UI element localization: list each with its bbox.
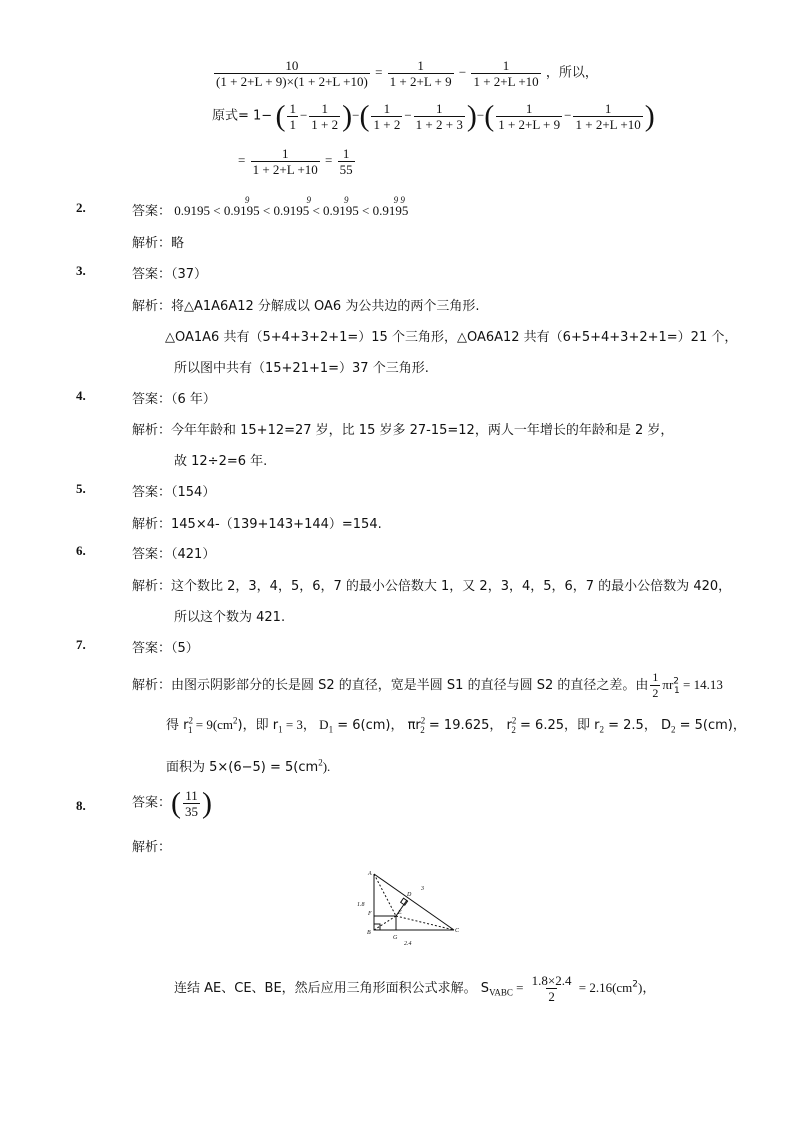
q4-analysis-1: 解析：今年年龄和 15+12=27 岁，比 15 岁多 27-15=12，两人一年增长的年龄和是 2 岁，	[132, 423, 674, 438]
q5-analysis: 解析：145×4-（139+143+144）=154.	[132, 517, 382, 532]
segment-be	[374, 916, 396, 930]
q6-analysis-2: 所以这个数为 421.	[174, 610, 286, 625]
formula-line-3: = $\frac{1}{1 + 2+L +10}$ = $\frac{1}{55}$	[238, 146, 353, 177]
q8-analysis: 解析：	[132, 840, 172, 855]
label-f: F	[368, 911, 372, 917]
q3-analysis-3: 所以图中共有（15+21+1=）37 个三角形.	[174, 361, 429, 376]
label-ed-length: 3	[421, 886, 424, 892]
q8-analysis-text: 连结 AE、CE、BE，然后应用三角形面积公式求解。 $S_{VABC}$ = $\frac{1.8\times 2.4}{2}$ = $2.16(cm^2)$，	[174, 973, 656, 1004]
q4-analysis-2: 故 12÷2=6 年.	[174, 454, 268, 469]
q8-answer: 答案：( $\frac{11}{35}$ )	[132, 786, 213, 820]
q7-answer: 答案：（5）	[132, 641, 199, 656]
label-b: B	[367, 930, 371, 936]
q6-analysis-1: 解析：这个数比 2，3，4，5，6，7 的最小公倍数大 1，又 2，3，4，5，6，7 的最小公倍数为 420，	[132, 579, 732, 594]
formula-line-1: $\frac{10}{(1 + 2+L + 9)\times(1 + 2+L +10)}$ = $\frac{1}{1 + 2+L + 9}$ − $\frac{1}{1 + 2+L +10}$ ，所以，	[216, 58, 598, 89]
q4-number: 4.	[76, 388, 86, 403]
q3-analysis-1: 解析：将△A1A6A12 分解成以 OA6 为公共边的两个三角形.	[132, 299, 480, 314]
q7-analysis-2: 得 $r^2_1 = 9(cm^2)$，即 $r_1 = 3$， $D_1 = 6(cm)$， $\pi r^2_2 = 19.625$， $r^2_2 = 6.25$，即 $r_2 = 2.5$， $D_2 = 5(cm)$，	[166, 715, 746, 735]
label-d: D	[407, 892, 412, 898]
label-a: A	[368, 871, 372, 877]
q8-number: 8.	[76, 798, 86, 813]
q7-number: 7.	[76, 637, 86, 652]
segment-ae	[374, 874, 396, 916]
q5-number: 5.	[76, 481, 86, 496]
label-bc-length: 2.4	[404, 941, 412, 947]
q2-analysis: 解析：略	[132, 236, 185, 251]
q4-answer: 答案：（6 年）	[132, 392, 216, 407]
q3-analysis-2: △OA1A6 共有（5+4+3+2+1=）15 个三角形，△OA6A12 共有（6+5+4+3+2+1=）21 个，	[165, 330, 738, 345]
q6-number: 6.	[76, 543, 86, 558]
label-g: G	[393, 935, 398, 941]
q7-analysis-3: 面积为 $5\times(6-5) = 5(cm^2)$.	[166, 757, 331, 775]
q2-number: 2.	[76, 200, 86, 215]
q3-number: 3.	[76, 263, 86, 278]
side-ac	[374, 874, 454, 930]
q7-analysis-1: 解析：由图示阴影部分的长是圆 S2 的直径，宽是半圆 S1 的直径与圆 S2 的直径之差。由 $\frac{1}{2}$ $\pi r^2_1 = 14.13$	[132, 670, 723, 700]
q6-answer: 答案：（421）	[132, 547, 216, 562]
q3-answer: 答案：（37）	[132, 267, 208, 282]
q5-answer: 答案：（154）	[132, 485, 216, 500]
label-e: E	[398, 910, 402, 916]
formula-line-2: 原式= 1− ( $\frac{1}{1}$ − $\frac{1}{1 + 2}$ )−( $\frac{1}{1 + 2}$ − $\frac{1}{1 + 2 + 3}$ )−( $\frac{1}{1 + 2+L + 9}$ − $\frac{1}{1 + 2+L +10}$ )	[212, 99, 655, 133]
segment-ce	[396, 916, 454, 930]
q2-answer: 答案： 0.9195 < 0.9195 9 < 0.9195 9 < 0.9195 9 < 0.9195 9 9	[132, 195, 409, 219]
q8-triangle-figure	[352, 868, 462, 948]
label-c: C	[455, 928, 460, 934]
label-ab-length: 1.8	[357, 902, 365, 908]
